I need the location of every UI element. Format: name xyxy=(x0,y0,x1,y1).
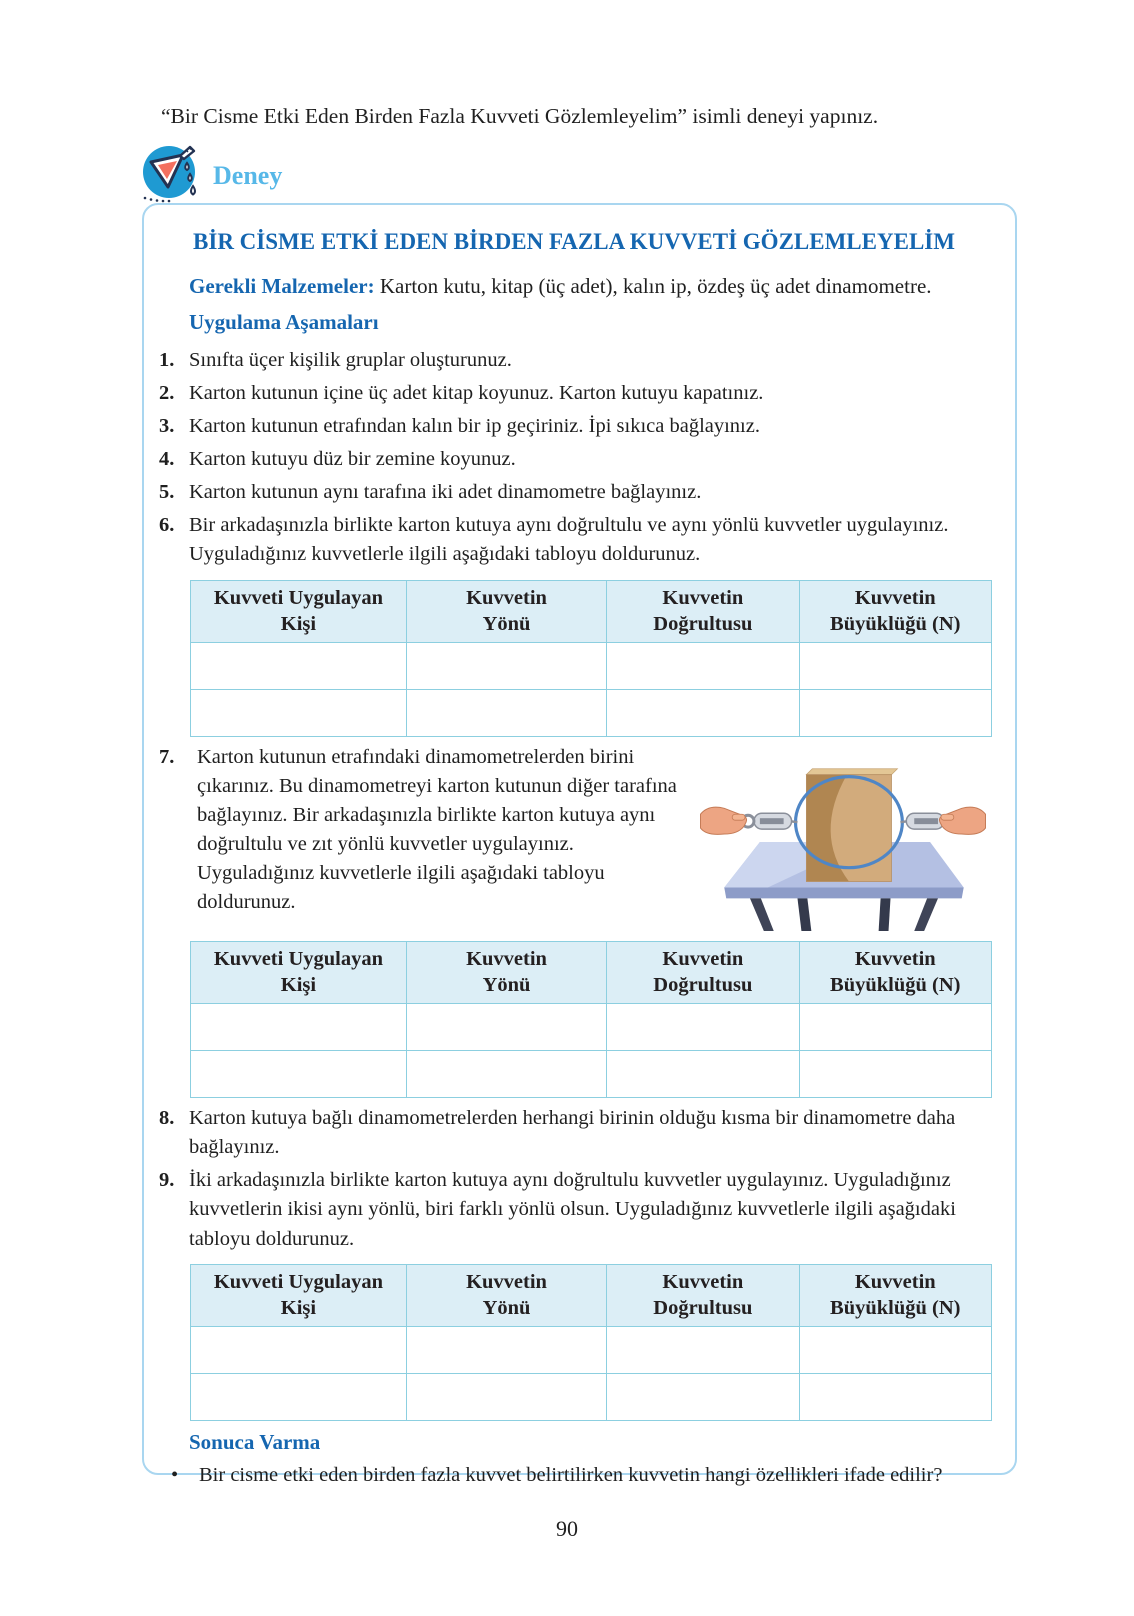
col-header-line: Doğrultusu xyxy=(653,613,753,636)
empty-cell xyxy=(607,642,799,689)
col-header-line: Kuvvetin xyxy=(662,1270,744,1293)
col-header-line: Kuvveti Uygulayan xyxy=(213,1270,384,1293)
empty-cell xyxy=(799,1373,991,1420)
step-number: 7. xyxy=(159,745,175,768)
step-text: Bir arkadaşınızla birlikte karton kutuya aynı doğrultulu ve aynı yönlü kuvvetler uygulayınız. Uyguladığınız kuvvetlerle ilgili aşağıdaki tabloyu doldurunuz. xyxy=(189,514,949,566)
empty-cell xyxy=(406,642,606,689)
col-header-line: Kişi xyxy=(280,974,317,997)
page-number: 90 xyxy=(556,1516,578,1541)
col-header-line-of-action xyxy=(607,941,799,1003)
step-text: Karton kutunun etrafından kalın bir ip geçiriniz. İpi sıkıca bağlayınız. xyxy=(189,414,760,437)
empty-cell xyxy=(406,1373,606,1420)
experiment-title: BİR CİSME ETKİ EDEN BİRDEN FAZLA KUVVETİ GÖZLEMLEYELİM xyxy=(193,229,955,254)
empty-cell xyxy=(406,1004,606,1051)
table-row xyxy=(191,1004,992,1051)
table-row xyxy=(191,689,992,736)
col-header-line: Kuvveti Uygulayan xyxy=(213,947,384,970)
empty-cell xyxy=(191,1051,407,1098)
col-header-line: Kuvveti Uygulayan xyxy=(213,586,384,609)
conclusion-question-row xyxy=(171,1461,989,1491)
table-header xyxy=(191,580,992,642)
step-number: 6. xyxy=(159,514,175,537)
step-item-1 xyxy=(159,346,989,375)
col-header-person xyxy=(191,580,407,642)
col-header-direction xyxy=(406,1264,606,1326)
step-item-8 xyxy=(159,1104,989,1162)
box-pulled-on-table-illustration xyxy=(697,743,989,931)
step-text: İki arkadaşınızla birlikte karton kutuya aynı doğrultulu kuvvetler uygulayınız. Uyguladığınız kuvvetlerin ikisi aynı yönlü, biri farklı yönlü olsun. Uyguladığınız kuvvetlerle ilgili aşağıdaki tabloyu doldurunuz. xyxy=(189,1169,956,1250)
col-header-line: Kuvvetin xyxy=(662,586,744,609)
steps-heading: Uygulama Aşamaları xyxy=(189,310,379,335)
step-text: Sınıfta üçer kişilik gruplar oluşturunuz. xyxy=(189,348,512,371)
col-header-magnitude xyxy=(799,941,991,1003)
col-header-line: Büyüklüğü (N) xyxy=(830,1297,961,1320)
empty-cell xyxy=(191,689,407,736)
empty-cell xyxy=(607,689,799,736)
col-header-line-of-action xyxy=(607,580,799,642)
materials-label: Gerekli Malzemeler: xyxy=(189,273,375,298)
empty-cell xyxy=(191,1326,407,1373)
col-header-line: Yönü xyxy=(482,1297,531,1320)
step-item-9 xyxy=(159,1166,989,1253)
step-item-2 xyxy=(159,379,989,408)
hand-left xyxy=(701,807,747,834)
force-table-2 xyxy=(190,941,992,1098)
force-table-1 xyxy=(190,580,992,737)
flask-experiment-icon xyxy=(138,143,198,205)
empty-cell xyxy=(607,1373,799,1420)
step-number: 5. xyxy=(159,481,175,504)
col-header-line: Kuvvetin xyxy=(466,1270,547,1293)
col-header-magnitude xyxy=(799,1264,991,1326)
empty-cell xyxy=(191,642,407,689)
col-header-line: Yönü xyxy=(482,613,531,636)
col-header-line: Kuvvetin xyxy=(854,947,936,970)
hand-right xyxy=(939,807,985,834)
col-header-magnitude xyxy=(799,580,991,642)
dynamometer-left-icon xyxy=(742,813,797,829)
empty-cell xyxy=(799,689,991,736)
col-header-line: Kuvvetin xyxy=(662,947,744,970)
empty-cell xyxy=(406,1051,606,1098)
table-row xyxy=(191,1373,992,1420)
table-row xyxy=(191,642,992,689)
col-header-person xyxy=(191,941,407,1003)
step-text: Karton kutuya bağlı dinamometrelerden herhangi birinin olduğu kısma bir dinamometre daha bağlayınız. xyxy=(189,1107,956,1159)
col-header-line: Kişi xyxy=(280,1297,317,1320)
empty-cell xyxy=(799,1326,991,1373)
empty-cell xyxy=(406,1326,606,1373)
empty-cell xyxy=(607,1051,799,1098)
step-number: 8. xyxy=(159,1107,175,1130)
empty-cell xyxy=(799,1051,991,1098)
step-text: Karton kutunun içine üç adet kitap koyunuz. Karton kutuyu kapatınız. xyxy=(189,381,764,404)
col-header-line: Kuvvetin xyxy=(854,1270,936,1293)
bullet-marker: • xyxy=(171,1464,179,1487)
table-header xyxy=(191,941,992,1003)
step-text: Karton kutuyu düz bir zemine koyunuz. xyxy=(189,448,516,471)
col-header-direction xyxy=(406,941,606,1003)
table-header xyxy=(191,1264,992,1326)
force-table-3 xyxy=(190,1264,992,1421)
col-header-line: Büyüklüğü (N) xyxy=(830,613,961,636)
step-item-7 xyxy=(159,743,989,931)
table-row xyxy=(191,1051,992,1098)
conclusion-heading: Sonuca Varma xyxy=(189,1429,321,1454)
empty-cell xyxy=(191,1004,407,1051)
step-item-4 xyxy=(159,445,989,474)
experiment-box xyxy=(142,203,1017,1487)
col-header-line: Büyüklüğü (N) xyxy=(830,974,961,997)
materials-line xyxy=(189,271,991,301)
step-text: Karton kutunun etrafındaki dinamometrelerden birini çıkarınız. Bu dinamometreyi karton kutunun diğer tarafına bağlayınız. Bir arkadaşınızla birlikte karton kutuya aynı doğrultulu ve zıt yönlü kuvvetler uygulayınız. Uyguladığınız kuvvetlerle ilgili aşağıdaki tabloyu doldurunuz. xyxy=(197,745,677,914)
step-number: 3. xyxy=(159,414,175,437)
col-header-line-of-action xyxy=(607,1264,799,1326)
materials-text: Karton kutu, kitap (üç adet), kalın ip, özdeş üç adet dinamometre. xyxy=(379,273,932,298)
step-number: 1. xyxy=(159,348,175,371)
col-header-line: Kuvvetin xyxy=(466,947,547,970)
empty-cell xyxy=(607,1326,799,1373)
step-item-5 xyxy=(159,478,989,507)
conclusion-question: Bir cisme etki eden birden fazla kuvvet belirtilirken kuvvetin hangi özellikleri ifade edilir? xyxy=(199,1464,943,1487)
col-header-line: Yönü xyxy=(482,974,531,997)
step-text: Karton kutunun aynı tarafına iki adet dinamometre bağlayınız. xyxy=(189,481,702,504)
cardboard-box xyxy=(806,769,897,882)
step-number: 2. xyxy=(159,381,175,404)
col-header-line: Doğrultusu xyxy=(653,1297,753,1320)
col-header-person xyxy=(191,1264,407,1326)
empty-cell xyxy=(799,642,991,689)
col-header-line: Doğrultusu xyxy=(653,974,753,997)
step-item-3 xyxy=(159,412,989,441)
col-header-line: Kuvvetin xyxy=(466,586,547,609)
step-item-6 xyxy=(159,511,989,569)
empty-cell xyxy=(607,1004,799,1051)
deney-badge-label: Deney xyxy=(213,161,283,190)
step-number: 4. xyxy=(159,448,175,471)
col-header-line: Kişi xyxy=(280,613,317,636)
col-header-direction xyxy=(406,580,606,642)
col-header-line: Kuvvetin xyxy=(854,586,936,609)
table-row xyxy=(191,1326,992,1373)
step-number: 9. xyxy=(159,1169,175,1192)
intro-paragraph: “Bir Cisme Etki Eden Birden Fazla Kuvveti Gözlemleyelim” isimli deneyi yapınız. xyxy=(161,104,879,128)
empty-cell xyxy=(191,1373,407,1420)
empty-cell xyxy=(406,689,606,736)
empty-cell xyxy=(799,1004,991,1051)
